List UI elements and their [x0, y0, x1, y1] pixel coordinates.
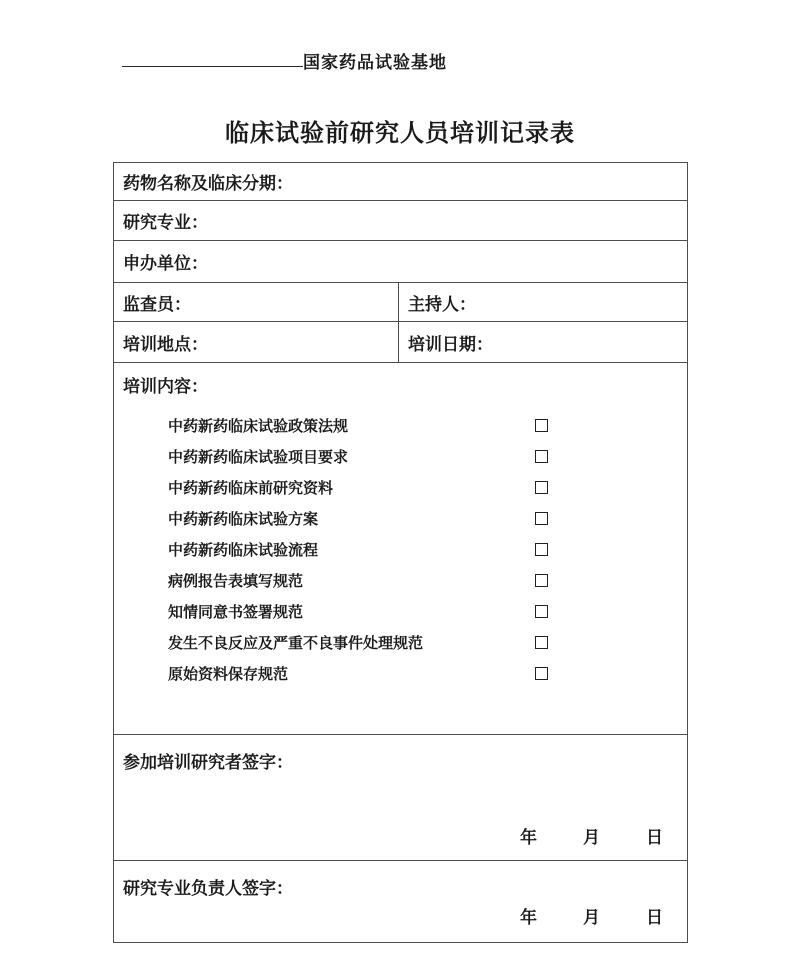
training-item-checkbox[interactable] [535, 605, 548, 618]
row-participant-signature [114, 735, 687, 861]
row-sponsor [114, 241, 687, 283]
row-drug-name [114, 163, 687, 201]
training-item [114, 441, 687, 472]
training-item-checkbox[interactable] [535, 574, 548, 587]
director-signature-label: 研究专业负责人签字： [123, 879, 293, 898]
training-item-checkbox[interactable] [535, 512, 548, 525]
training-items-list [114, 410, 687, 689]
training-item-label: 病例报告表填写规范 [168, 574, 304, 590]
training-item-checkbox[interactable] [535, 481, 548, 494]
date-day-label: 日 [646, 828, 663, 847]
row-director-signature [114, 861, 687, 942]
training-item [114, 503, 687, 534]
training-item-label: 知情同意书签署规范 [168, 605, 304, 621]
monitor-label: 监查员： [114, 283, 399, 321]
training-item [114, 658, 687, 689]
sponsor-label: 申办单位： [123, 254, 208, 273]
participant-signature-label: 参加培训研究者签字： [123, 753, 293, 772]
training-item-label: 中药新药临床试验政策法规 [168, 419, 349, 435]
training-item [114, 534, 687, 565]
training-item [114, 596, 687, 627]
training-item [114, 410, 687, 441]
training-item [114, 627, 687, 658]
training-location-label: 培训地点： [114, 322, 399, 362]
header-site-name: 国家药品试验基地 [303, 53, 447, 72]
training-item-label: 中药新药临床前研究资料 [168, 481, 334, 497]
host-label: 主持人： [408, 294, 476, 314]
date-line [520, 823, 663, 848]
training-date-label: 培训日期： [408, 334, 493, 354]
date-month-label: 月 [583, 828, 600, 847]
page-title: 临床试验前研究人员培训记录表 [225, 121, 575, 147]
specialty-label: 研究专业： [123, 213, 208, 232]
training-item-checkbox[interactable] [535, 543, 548, 556]
training-item-label: 发生不良反应及严重不良事件处理规范 [168, 636, 424, 652]
training-item-label: 中药新药临床试验流程 [168, 543, 319, 559]
row-specialty [114, 201, 687, 241]
training-item-label: 原始资料保存规范 [168, 667, 289, 683]
date-year-label: 年 [520, 828, 537, 847]
training-content-label: 培训内容： [123, 377, 208, 396]
row-training-content [114, 363, 687, 735]
date-day-label: 日 [646, 908, 663, 927]
training-item-label: 中药新药临床试验方案 [168, 512, 319, 528]
date-month-label: 月 [583, 908, 600, 927]
training-item-checkbox[interactable] [535, 419, 548, 432]
date-line [520, 903, 663, 928]
training-item-label: 中药新药临床试验项目要求 [168, 450, 349, 466]
row-monitor-host [114, 283, 687, 322]
training-item [114, 565, 687, 596]
training-item-checkbox[interactable] [535, 450, 548, 463]
training-item [114, 472, 687, 503]
training-record-form [113, 162, 688, 943]
training-item-checkbox[interactable] [535, 636, 548, 649]
drug-name-label: 药物名称及临床分期： [123, 174, 293, 193]
row-location-date [114, 322, 687, 363]
header-blank-underline [122, 47, 303, 67]
date-year-label: 年 [520, 908, 537, 927]
training-item-checkbox[interactable] [535, 667, 548, 680]
